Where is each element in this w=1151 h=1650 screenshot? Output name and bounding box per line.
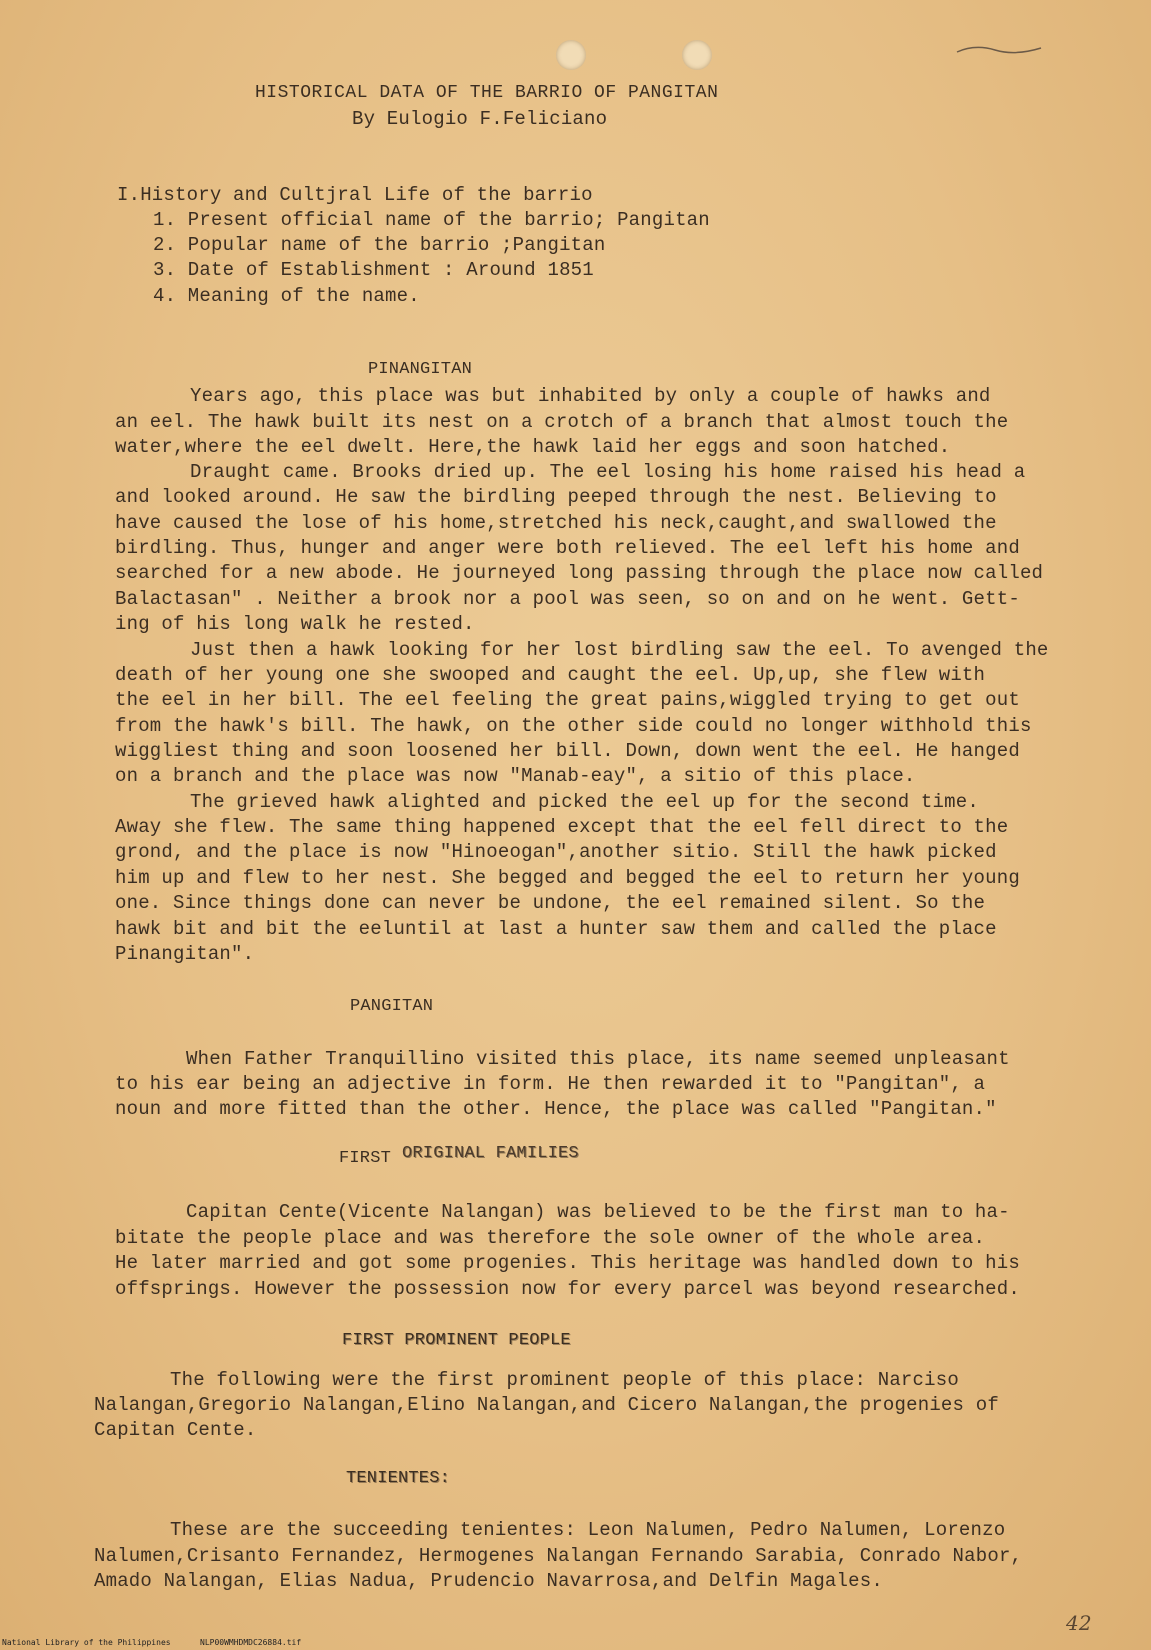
paragraph-line: him up and flew to her nest. She begged and begged the eel to return her young: [115, 867, 1020, 889]
punch-hole-left: [556, 40, 586, 70]
section-heading-families-rest: ORIGINAL FAMILIES: [402, 1144, 579, 1163]
paragraph-line: have caused the lose of his home,stretched his neck,caught,and swallowed the: [115, 512, 997, 534]
paragraph-line: water,where the eel dwelt. Here,the hawk laid her eggs and soon hatched.: [115, 436, 951, 458]
archive-footer: [0, 1636, 1151, 1650]
outline-item: 1. Present official name of the barrio; Pangitan: [153, 209, 710, 231]
paragraph-line: Balactasan" . Neither a brook nor a pool was seen, so on and on he went. Gett-: [115, 588, 1020, 610]
paragraph-line: ing of his long walk he rested.: [115, 613, 475, 635]
paragraph-line: Capitan Cente(Vicente Nalangan) was believed to be the first man to ha-: [186, 1201, 1010, 1223]
section-heading-prominent: FIRST PROMINENT PEOPLE: [342, 1331, 571, 1350]
pencil-mark: [955, 42, 1045, 62]
document-author: By Eulogio F.Feliciano: [352, 108, 608, 130]
outline-item: 3. Date of Establishment : Around 1851: [153, 259, 594, 281]
paragraph-line: Amado Nalangan, Elias Nadua, Prudencio Navarrosa,and Delfin Magales.: [94, 1570, 883, 1592]
paragraph-line: Nalumen,Crisanto Fernandez, Hermogenes Nalangan Fernando Sarabia, Conrado Nabor,: [94, 1545, 1023, 1567]
paragraph-line: He later married and got some progenies. This heritage was handled down to his: [115, 1252, 1020, 1274]
paragraph-line: wiggliest thing and soon loosened her bill. Down, down went the eel. He hanged: [115, 740, 1020, 762]
paragraph-line: Years ago, this place was but inhabited by only a couple of hawks and: [190, 385, 991, 407]
outline-item: I.History and Cultjral Life of the barrio: [117, 184, 593, 206]
paragraph-line: searched for a new abode. He journeyed long passing through the place now called: [115, 562, 1044, 584]
section-heading-families-first: FIRST: [339, 1149, 392, 1168]
paragraph-line: Nalangan,Gregorio Nalangan,Elino Nalangan,and Cicero Nalangan,the progenies of: [94, 1394, 999, 1416]
punch-hole-right: [682, 40, 712, 70]
paragraph-line: on a branch and the place was now "Manab-eay", a sitio of this place.: [115, 765, 916, 787]
section-heading-tenientes: TENIENTES:: [346, 1469, 451, 1488]
paragraph-line: birdling. Thus, hunger and anger were both relieved. The eel left his home and: [115, 537, 1020, 559]
paragraph-line: an eel. The hawk built its nest on a crotch of a branch that almost touch the: [115, 411, 1009, 433]
paragraph-line: one. Since things done can never be undone, the eel remained silent. So the: [115, 892, 986, 914]
paragraph-line: grond, and the place is now "Hinoeogan",another sitio. Still the hawk picked: [115, 841, 997, 863]
paragraph-line: from the hawk's bill. The hawk, on the other side could no longer withhold this: [115, 715, 1032, 737]
paragraph-line: Draught came. Brooks dried up. The eel losing his home raised his head a: [190, 461, 1026, 483]
document-title: HISTORICAL DATA OF THE BARRIO OF PANGITAN: [255, 83, 719, 103]
paragraph-line: These are the succeeding tenientes: Leon Nalumen, Pedro Nalumen, Lorenzo: [170, 1519, 1006, 1541]
paragraph-line: noun and more fitted than the other. Hence, the place was called "Pangitan.": [115, 1098, 997, 1120]
paragraph-line: The following were the first prominent people of this place: Narciso: [170, 1369, 959, 1391]
paragraph-line: to his ear being an adjective in form. He then rewarded it to "Pangitan", a: [115, 1073, 986, 1095]
outline-item: 2. Popular name of the barrio ;Pangitan: [153, 234, 606, 256]
outline-item: 4. Meaning of the name.: [153, 285, 420, 307]
paragraph-line: Capitan Cente.: [94, 1419, 257, 1441]
paragraph-line: the eel in her bill. The eel feeling the great pains,wiggled trying to get out: [115, 689, 1020, 711]
section-heading-pinangitan: PINANGITAN: [368, 360, 473, 379]
paragraph-line: and looked around. He saw the birdling peeped through the nest. Believing to: [115, 486, 997, 508]
footer-file-id: NLP00WMHDMDC26884.tif: [200, 1638, 302, 1647]
paragraph-line: The grieved hawk alighted and picked the eel up for the second time.: [190, 791, 979, 813]
paragraph-line: hawk bit and bit the eeluntil at last a hunter saw them and called the place: [115, 918, 997, 940]
footer-institution: National Library of the Philippines: [2, 1638, 171, 1647]
page-number: 42: [1066, 1611, 1092, 1635]
paragraph-line: death of her young one she swooped and caught the eel. Up,up, she flew with: [115, 664, 986, 686]
paragraph-line: offsprings. However the possession now for every parcel was beyond researched.: [115, 1278, 1020, 1300]
section-heading-pangitan: PANGITAN: [350, 997, 434, 1016]
paragraph-line: When Father Tranquillino visited this place, its name seemed unpleasant: [186, 1048, 1010, 1070]
paragraph-line: Away she flew. The same thing happened except that the eel fell direct to the: [115, 816, 1009, 838]
paragraph-line: Pinangitan".: [115, 943, 255, 965]
paragraph-line: Just then a hawk looking for her lost birdling saw the eel. To avenged the: [190, 639, 1049, 661]
paragraph-line: bitate the people place and was therefore the sole owner of the whole area.: [115, 1227, 986, 1249]
